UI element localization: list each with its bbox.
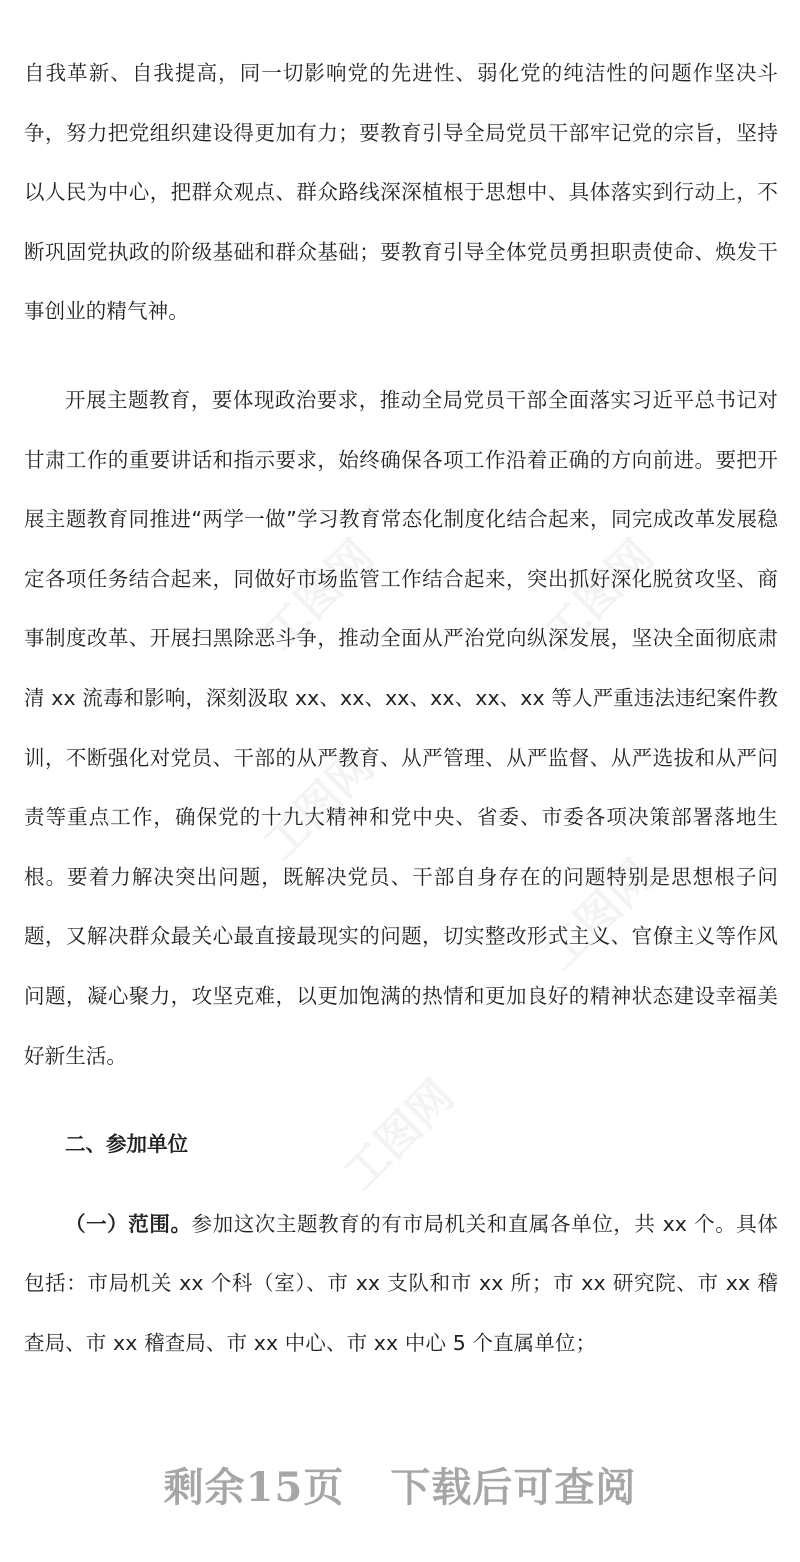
paragraph-1: 自我革新、自我提高，同一切影响党的先进性、弱化党的纯洁性的问题作坚决斗争，努力把党组织建设得更加有力；要教育引导全局党员干部牢记党的宗旨，坚持以人民为中心，把群众观点、群众路线深深植根于思想中、具体落实到行动上，不断巩固党执政的阶级基础和群众基础；要教育引导全体党员勇担职责使命、焕发干事创业的精气神。: [24, 61, 778, 324]
paragraph-2: 开展主题教育，要体现政治要求，推动全局党员干部全面落实习近平总书记对甘肃工作的重要讲话和指示要求，始终确保各项工作沿着正确的方向前进。要把开展主题教育同推进“两学一做”学习教育常态化制度化结合起来，同完成改革发展稳定各项任务结合起来，同做好市场监管工作结合起来，突出抓好深化脱贫攻坚、商事制度改革、开展扫黑除恶斗争，推动全面从严治党向纵深发展，坚决全面彻底肃清 xx 流毒和影响，深刻汲取 xx、xx、xx、xx、xx、xx 等人严重违法违纪案件教训，不断强化对党员、干部的从严教育、从严管理、从严监督、从严选拔和从严问责等重点工作，确保党的十九大精神和党中央、省委、市委各项决策部署落地生根。要着力解决突出问题，既解决党员、干部自身存在的问题特别是思想根子问题，又解决群众最关心最直接最现实的问题，切实整改形式主义、官僚主义等作风问题，凝心聚力，攻坚克难，以更加饱满的热情和更加良好的精神状态建设幸福美好新生活。: [24, 387, 778, 1068]
paragraph-3-lead: （一）范围。: [65, 1211, 192, 1236]
section-heading: 二、参加单位: [65, 1132, 188, 1157]
paragraph-3-body: 参加这次主题教育的有市局机关和直属各单位，共 xx 个。具体包括：市局机关 xx 个科（室）、市 xx 支队和市 xx 所；市 xx 研究院、市 xx 稽查局、市 xx 稽查局、市 xx 中心、市 xx 中心 5 个直属单位；: [24, 1211, 778, 1355]
paragraph-3: [24, 1195, 778, 1374]
remaining-pages-label: 剩余15页: [163, 1464, 345, 1511]
watermark: 工图网: [254, 530, 384, 660]
download-label[interactable]: 下载后可查阅: [390, 1464, 637, 1511]
watermark: 工图网: [534, 850, 664, 980]
watermark: 工图网: [254, 740, 384, 870]
watermark: 工图网: [334, 1070, 464, 1200]
document-body: [24, 44, 778, 1373]
download-banner[interactable]: [0, 1456, 800, 1513]
watermark: 工图网: [534, 530, 664, 660]
